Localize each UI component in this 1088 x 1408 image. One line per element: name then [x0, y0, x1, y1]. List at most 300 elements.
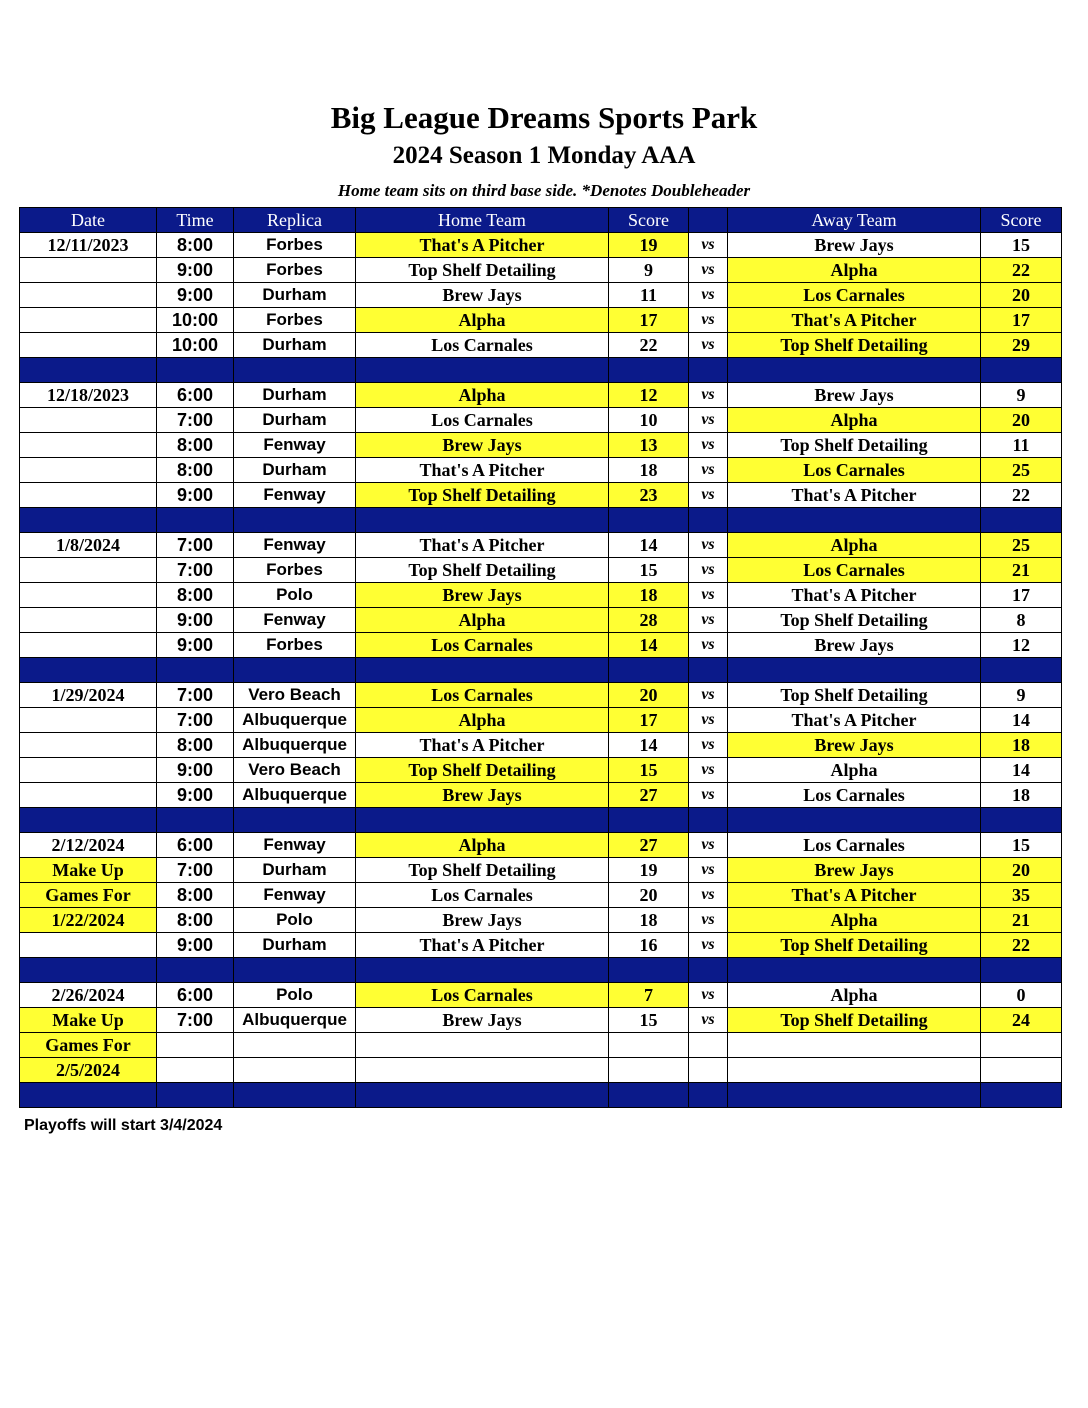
home-score-cell: 14: [609, 533, 689, 558]
game-row: [20, 308, 1062, 333]
separator-cell: [981, 658, 1062, 683]
separator-row: [20, 958, 1062, 983]
home-team-cell: Los Carnales: [356, 683, 609, 708]
game-row: [20, 733, 1062, 758]
replica-cell: Vero Beach: [234, 758, 356, 783]
vs-cell: vs: [689, 683, 728, 708]
home-team-cell: [356, 1033, 609, 1058]
separator-cell: [157, 508, 234, 533]
home-score-cell: 13: [609, 433, 689, 458]
home-team-cell: Los Carnales: [356, 883, 609, 908]
separator-cell: [234, 358, 356, 383]
home-team-cell: Brew Jays: [356, 433, 609, 458]
replica-cell: Polo: [234, 908, 356, 933]
replica-cell: Durham: [234, 333, 356, 358]
game-row: [20, 1033, 1062, 1058]
game-row: [20, 708, 1062, 733]
separator-cell: [20, 958, 157, 983]
home-score-cell: 15: [609, 1008, 689, 1033]
game-row: [20, 283, 1062, 308]
header-row: [20, 208, 1062, 233]
away-team-cell: Los Carnales: [728, 833, 981, 858]
away-score-cell: 0: [981, 983, 1062, 1008]
away-team-cell: That's A Pitcher: [728, 708, 981, 733]
home-team-cell: [356, 1058, 609, 1083]
time-cell: 7:00: [157, 683, 234, 708]
game-row: [20, 458, 1062, 483]
replica-cell: Fenway: [234, 483, 356, 508]
replica-cell: Fenway: [234, 883, 356, 908]
game-row: [20, 408, 1062, 433]
away-score-cell: 22: [981, 258, 1062, 283]
away-team-cell: Brew Jays: [728, 633, 981, 658]
vs-cell: vs: [689, 708, 728, 733]
home-score-cell: 27: [609, 783, 689, 808]
away-team-cell: Brew Jays: [728, 733, 981, 758]
col-header-away-team: Away Team: [728, 208, 981, 233]
date-cell: 2/26/2024: [20, 983, 157, 1008]
time-cell: 8:00: [157, 458, 234, 483]
away-score-cell: 22: [981, 483, 1062, 508]
away-team-cell: That's A Pitcher: [728, 483, 981, 508]
home-team-cell: That's A Pitcher: [356, 933, 609, 958]
home-score-cell: [609, 1033, 689, 1058]
away-score-cell: 18: [981, 783, 1062, 808]
game-row: [20, 758, 1062, 783]
home-team-cell: Brew Jays: [356, 583, 609, 608]
replica-cell: Durham: [234, 933, 356, 958]
home-score-cell: 19: [609, 858, 689, 883]
vs-cell: vs: [689, 858, 728, 883]
replica-cell: Forbes: [234, 633, 356, 658]
date-cell: 12/11/2023: [20, 233, 157, 258]
away-score-cell: [981, 1058, 1062, 1083]
separator-cell: [689, 1083, 728, 1108]
date-cell: [20, 933, 157, 958]
game-row: [20, 583, 1062, 608]
separator-cell: [356, 958, 609, 983]
date-cell: 1/22/2024: [20, 908, 157, 933]
time-cell: 9:00: [157, 483, 234, 508]
replica-cell: [234, 1058, 356, 1083]
away-team-cell: Alpha: [728, 983, 981, 1008]
away-team-cell: Los Carnales: [728, 283, 981, 308]
separator-cell: [157, 358, 234, 383]
game-row: [20, 533, 1062, 558]
vs-cell: vs: [689, 558, 728, 583]
vs-cell: [689, 1033, 728, 1058]
home-score-cell: 15: [609, 558, 689, 583]
away-team-cell: Top Shelf Detailing: [728, 608, 981, 633]
separator-cell: [981, 358, 1062, 383]
separator-cell: [609, 658, 689, 683]
vs-cell: vs: [689, 483, 728, 508]
away-team-cell: Brew Jays: [728, 383, 981, 408]
game-row: [20, 833, 1062, 858]
away-score-cell: 17: [981, 308, 1062, 333]
time-cell: 9:00: [157, 258, 234, 283]
separator-cell: [157, 958, 234, 983]
away-team-cell: Los Carnales: [728, 458, 981, 483]
away-team-cell: Los Carnales: [728, 783, 981, 808]
schedule-table: [19, 207, 1062, 1108]
away-team-cell: Los Carnales: [728, 558, 981, 583]
home-score-cell: 18: [609, 458, 689, 483]
home-score-cell: 9: [609, 258, 689, 283]
separator-cell: [689, 358, 728, 383]
away-team-cell: [728, 1058, 981, 1083]
home-team-cell: Top Shelf Detailing: [356, 483, 609, 508]
replica-cell: Durham: [234, 858, 356, 883]
separator-cell: [356, 508, 609, 533]
vs-cell: vs: [689, 1008, 728, 1033]
separator-cell: [981, 1083, 1062, 1108]
separator-row: [20, 508, 1062, 533]
date-cell: [20, 608, 157, 633]
away-score-cell: 22: [981, 933, 1062, 958]
time-cell: 9:00: [157, 783, 234, 808]
date-cell: 2/12/2024: [20, 833, 157, 858]
game-row: [20, 683, 1062, 708]
home-team-cell: Los Carnales: [356, 633, 609, 658]
time-cell: 8:00: [157, 433, 234, 458]
replica-cell: Albuquerque: [234, 1008, 356, 1033]
home-score-cell: 18: [609, 908, 689, 933]
away-score-cell: [981, 1033, 1062, 1058]
separator-cell: [981, 808, 1062, 833]
schedule-body: [20, 233, 1062, 1108]
page-title: Big League Dreams Sports Park: [330, 100, 758, 135]
home-team-cell: That's A Pitcher: [356, 533, 609, 558]
home-team-cell: Brew Jays: [356, 908, 609, 933]
away-score-cell: 11: [981, 433, 1062, 458]
away-team-cell: Brew Jays: [728, 233, 981, 258]
replica-cell: Forbes: [234, 558, 356, 583]
date-cell: [20, 708, 157, 733]
game-row: [20, 908, 1062, 933]
date-cell: [20, 783, 157, 808]
replica-cell: Forbes: [234, 258, 356, 283]
away-score-cell: 14: [981, 708, 1062, 733]
home-team-cell: Alpha: [356, 833, 609, 858]
vs-cell: vs: [689, 433, 728, 458]
date-cell: Make Up: [20, 858, 157, 883]
time-cell: 8:00: [157, 908, 234, 933]
separator-cell: [689, 808, 728, 833]
home-team-cell: Los Carnales: [356, 983, 609, 1008]
separator-cell: [728, 508, 981, 533]
date-cell: [20, 408, 157, 433]
vs-cell: vs: [689, 308, 728, 333]
date-cell: [20, 583, 157, 608]
time-cell: 9:00: [157, 758, 234, 783]
date-cell: Games For: [20, 1033, 157, 1058]
game-row: [20, 608, 1062, 633]
vs-cell: vs: [689, 283, 728, 308]
replica-cell: Albuquerque: [234, 733, 356, 758]
separator-cell: [609, 808, 689, 833]
away-team-cell: That's A Pitcher: [728, 883, 981, 908]
home-score-cell: 22: [609, 333, 689, 358]
time-cell: 10:00: [157, 333, 234, 358]
away-team-cell: Top Shelf Detailing: [728, 433, 981, 458]
vs-cell: vs: [689, 533, 728, 558]
game-row: [20, 858, 1062, 883]
separator-cell: [157, 1083, 234, 1108]
game-row: [20, 433, 1062, 458]
game-row: [20, 983, 1062, 1008]
home-team-cell: Brew Jays: [356, 783, 609, 808]
time-cell: 6:00: [157, 383, 234, 408]
away-score-cell: 20: [981, 408, 1062, 433]
separator-cell: [728, 1083, 981, 1108]
replica-cell: Durham: [234, 283, 356, 308]
date-cell: [20, 483, 157, 508]
separator-cell: [728, 808, 981, 833]
separator-cell: [20, 508, 157, 533]
home-score-cell: 12: [609, 383, 689, 408]
away-score-cell: 14: [981, 758, 1062, 783]
date-cell: 1/8/2024: [20, 533, 157, 558]
home-score-cell: 28: [609, 608, 689, 633]
col-header-home-team: Home Team: [356, 208, 609, 233]
home-team-cell: Alpha: [356, 308, 609, 333]
home-score-cell: 17: [609, 708, 689, 733]
home-team-cell: Top Shelf Detailing: [356, 858, 609, 883]
separator-cell: [234, 658, 356, 683]
home-team-cell: Alpha: [356, 383, 609, 408]
vs-cell: vs: [689, 758, 728, 783]
vs-cell: vs: [689, 633, 728, 658]
home-score-cell: 20: [609, 883, 689, 908]
separator-cell: [609, 508, 689, 533]
away-score-cell: 18: [981, 733, 1062, 758]
time-cell: [157, 1033, 234, 1058]
replica-cell: Fenway: [234, 833, 356, 858]
game-row: [20, 483, 1062, 508]
home-team-cell: Brew Jays: [356, 1008, 609, 1033]
date-cell: [20, 633, 157, 658]
away-team-cell: Alpha: [728, 408, 981, 433]
date-cell: [20, 433, 157, 458]
home-score-cell: 20: [609, 683, 689, 708]
separator-cell: [981, 508, 1062, 533]
time-cell: 9:00: [157, 633, 234, 658]
separator-cell: [609, 1083, 689, 1108]
time-cell: 9:00: [157, 933, 234, 958]
replica-cell: Albuquerque: [234, 708, 356, 733]
page-subtitle: 2024 Season 1 Monday AAA: [392, 142, 696, 169]
date-cell: [20, 308, 157, 333]
game-row: [20, 1008, 1062, 1033]
separator-row: [20, 658, 1062, 683]
home-team-cell: That's A Pitcher: [356, 733, 609, 758]
vs-cell: vs: [689, 458, 728, 483]
replica-cell: Fenway: [234, 433, 356, 458]
home-score-cell: 19: [609, 233, 689, 258]
separator-cell: [234, 508, 356, 533]
col-header-replica: Replica: [234, 208, 356, 233]
game-row: [20, 933, 1062, 958]
away-score-cell: 25: [981, 458, 1062, 483]
away-team-cell: Top Shelf Detailing: [728, 933, 981, 958]
away-team-cell: Top Shelf Detailing: [728, 333, 981, 358]
home-score-cell: 14: [609, 733, 689, 758]
away-score-cell: 24: [981, 1008, 1062, 1033]
date-cell: [20, 283, 157, 308]
vs-cell: [689, 1058, 728, 1083]
home-team-cell: Top Shelf Detailing: [356, 558, 609, 583]
game-row: [20, 333, 1062, 358]
home-score-cell: 14: [609, 633, 689, 658]
home-score-cell: 15: [609, 758, 689, 783]
date-cell: [20, 458, 157, 483]
game-row: [20, 258, 1062, 283]
separator-cell: [234, 958, 356, 983]
home-score-cell: [609, 1058, 689, 1083]
date-cell: [20, 758, 157, 783]
home-score-cell: 11: [609, 283, 689, 308]
vs-cell: vs: [689, 233, 728, 258]
away-team-cell: Alpha: [728, 758, 981, 783]
time-cell: 8:00: [157, 583, 234, 608]
away-score-cell: 25: [981, 533, 1062, 558]
home-score-cell: 17: [609, 308, 689, 333]
game-row: [20, 1058, 1062, 1083]
home-score-cell: 27: [609, 833, 689, 858]
time-cell: 8:00: [157, 883, 234, 908]
separator-cell: [157, 808, 234, 833]
vs-cell: vs: [689, 583, 728, 608]
time-cell: [157, 1058, 234, 1083]
separator-cell: [356, 358, 609, 383]
vs-cell: vs: [689, 933, 728, 958]
home-team-cell: Los Carnales: [356, 333, 609, 358]
time-cell: 6:00: [157, 983, 234, 1008]
replica-cell: Durham: [234, 408, 356, 433]
home-score-cell: 7: [609, 983, 689, 1008]
home-team-cell: Brew Jays: [356, 283, 609, 308]
col-header-time: Time: [157, 208, 234, 233]
time-cell: 8:00: [157, 233, 234, 258]
date-cell: 12/18/2023: [20, 383, 157, 408]
time-cell: 8:00: [157, 733, 234, 758]
home-score-cell: 23: [609, 483, 689, 508]
schedule-note: Home team sits on third base side. *Denotes Doubleheader: [337, 181, 751, 200]
replica-cell: Forbes: [234, 308, 356, 333]
replica-cell: Fenway: [234, 608, 356, 633]
separator-cell: [356, 1083, 609, 1108]
away-score-cell: 9: [981, 383, 1062, 408]
separator-cell: [609, 358, 689, 383]
separator-cell: [689, 508, 728, 533]
home-team-cell: Los Carnales: [356, 408, 609, 433]
date-cell: [20, 733, 157, 758]
home-team-cell: Alpha: [356, 708, 609, 733]
replica-cell: Vero Beach: [234, 683, 356, 708]
replica-cell: Forbes: [234, 233, 356, 258]
separator-cell: [234, 808, 356, 833]
separator-cell: [20, 658, 157, 683]
home-score-cell: 16: [609, 933, 689, 958]
away-team-cell: Alpha: [728, 258, 981, 283]
separator-cell: [728, 358, 981, 383]
time-cell: 7:00: [157, 408, 234, 433]
away-team-cell: That's A Pitcher: [728, 308, 981, 333]
time-cell: 7:00: [157, 533, 234, 558]
separator-cell: [728, 958, 981, 983]
away-score-cell: 29: [981, 333, 1062, 358]
home-score-cell: 10: [609, 408, 689, 433]
replica-cell: Polo: [234, 583, 356, 608]
separator-cell: [20, 358, 157, 383]
away-team-cell: [728, 1033, 981, 1058]
away-team-cell: Top Shelf Detailing: [728, 1008, 981, 1033]
time-cell: 6:00: [157, 833, 234, 858]
time-cell: 10:00: [157, 308, 234, 333]
game-row: [20, 383, 1062, 408]
playoffs-note: Playoffs will start 3/4/2024: [24, 1117, 223, 1134]
replica-cell: Fenway: [234, 533, 356, 558]
separator-cell: [981, 958, 1062, 983]
away-team-cell: Top Shelf Detailing: [728, 683, 981, 708]
separator-row: [20, 808, 1062, 833]
date-cell: [20, 558, 157, 583]
time-cell: 7:00: [157, 858, 234, 883]
vs-cell: vs: [689, 333, 728, 358]
separator-row: [20, 358, 1062, 383]
replica-cell: [234, 1033, 356, 1058]
away-score-cell: 35: [981, 883, 1062, 908]
vs-cell: vs: [689, 258, 728, 283]
time-cell: 7:00: [157, 708, 234, 733]
vs-cell: vs: [689, 883, 728, 908]
away-score-cell: 15: [981, 833, 1062, 858]
date-cell: Games For: [20, 883, 157, 908]
replica-cell: Polo: [234, 983, 356, 1008]
home-score-cell: 18: [609, 583, 689, 608]
home-team-cell: Alpha: [356, 608, 609, 633]
vs-cell: vs: [689, 733, 728, 758]
time-cell: 9:00: [157, 283, 234, 308]
date-cell: Make Up: [20, 1008, 157, 1033]
separator-cell: [356, 808, 609, 833]
time-cell: 7:00: [157, 558, 234, 583]
game-row: [20, 883, 1062, 908]
col-header-home-score: Score: [609, 208, 689, 233]
game-row: [20, 783, 1062, 808]
away-score-cell: 12: [981, 633, 1062, 658]
date-cell: [20, 333, 157, 358]
away-score-cell: 9: [981, 683, 1062, 708]
col-header-date: Date: [20, 208, 157, 233]
separator-cell: [609, 958, 689, 983]
col-header-away-score: Score: [981, 208, 1062, 233]
away-score-cell: 17: [981, 583, 1062, 608]
away-score-cell: 15: [981, 233, 1062, 258]
home-team-cell: That's A Pitcher: [356, 458, 609, 483]
separator-cell: [728, 658, 981, 683]
away-score-cell: 20: [981, 283, 1062, 308]
separator-cell: [20, 1083, 157, 1108]
vs-cell: vs: [689, 783, 728, 808]
separator-cell: [234, 1083, 356, 1108]
vs-cell: vs: [689, 383, 728, 408]
away-team-cell: Alpha: [728, 533, 981, 558]
date-cell: 2/5/2024: [20, 1058, 157, 1083]
away-team-cell: Brew Jays: [728, 858, 981, 883]
vs-cell: vs: [689, 408, 728, 433]
